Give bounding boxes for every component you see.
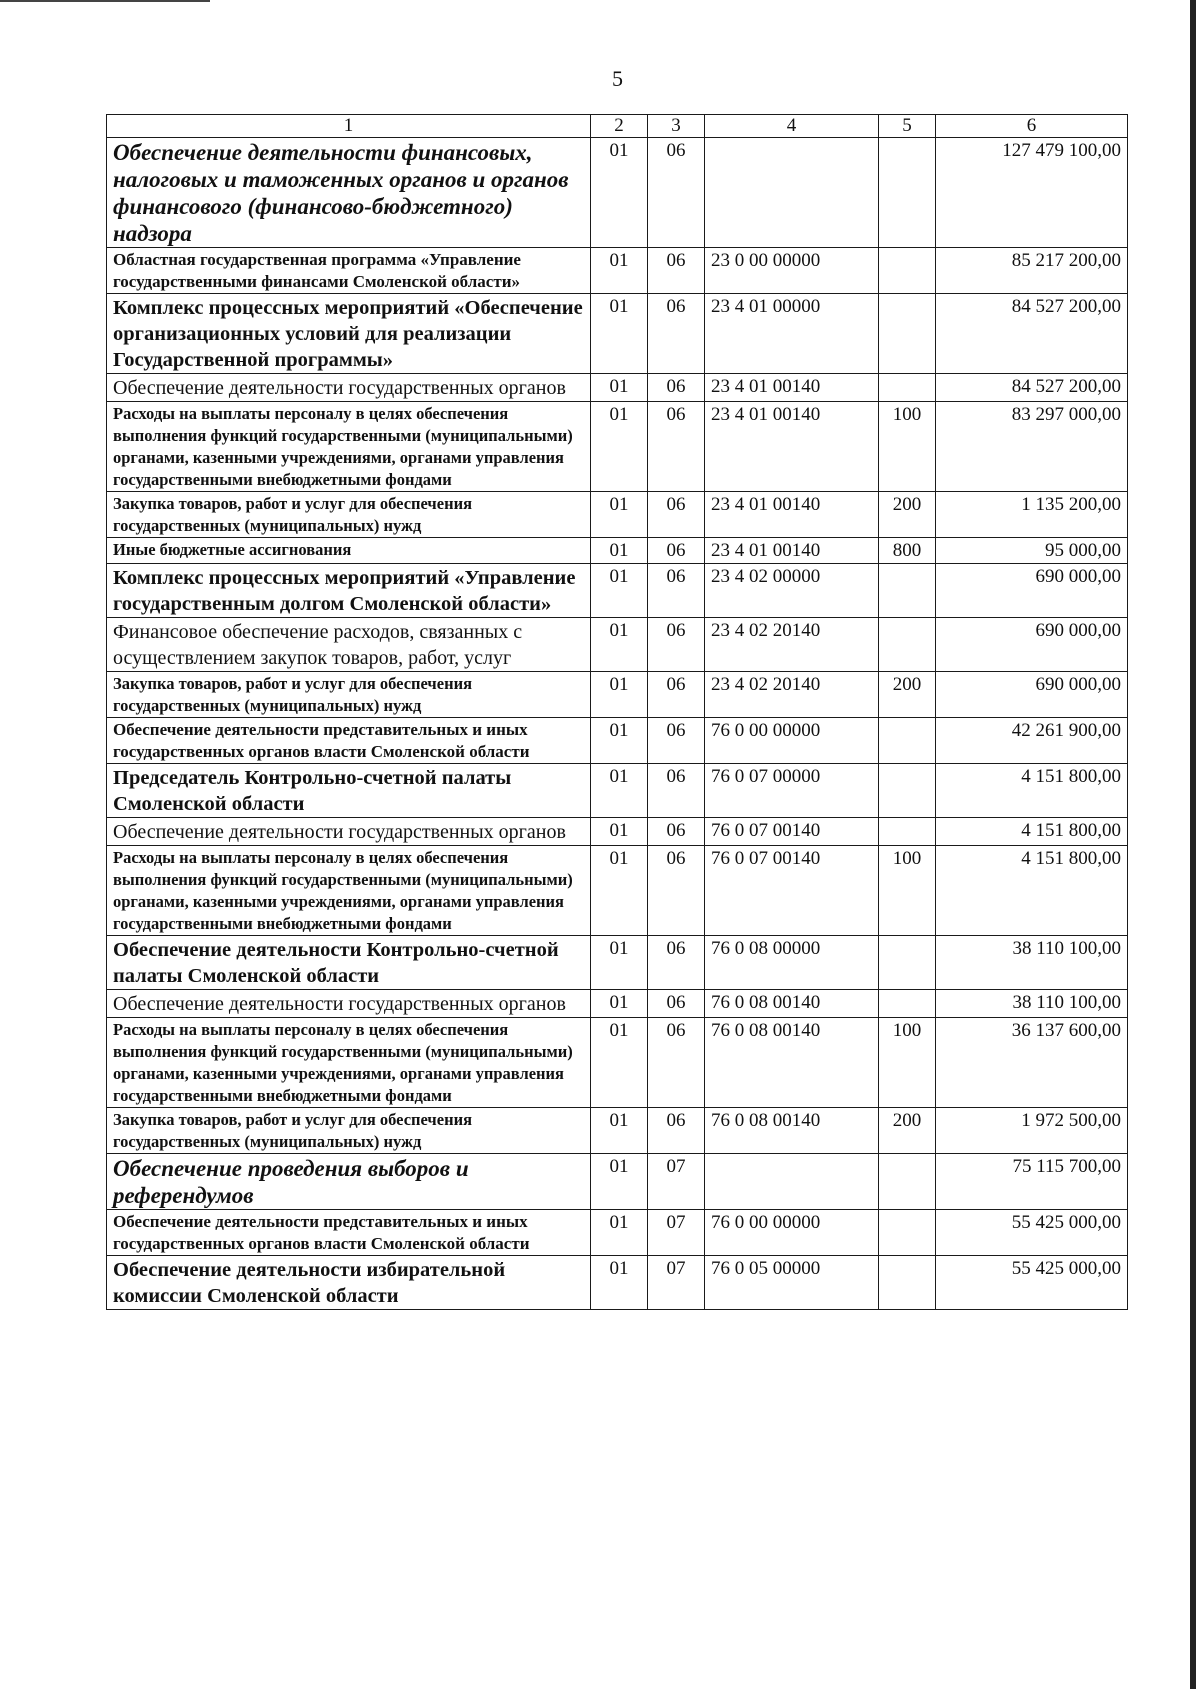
row-expense-type: 800 [879,538,936,564]
row-name: Обеспечение деятельности избирательной комиссии Смоленской области [107,1256,591,1310]
table-row [107,1154,1128,1210]
row-section-code: 01 [591,1018,648,1108]
row-subsection-code: 06 [648,818,705,846]
row-section-code: 01 [591,1210,648,1256]
table-row [107,818,1128,846]
row-subsection-code: 06 [648,402,705,492]
row-expense-type: 200 [879,492,936,538]
row-name: Закупка товаров, работ и услуг для обеспечения государственных (муниципальных) нужд [107,672,591,718]
row-target-article: 76 0 08 00140 [705,1108,879,1154]
table-row [107,138,1128,248]
row-target-article: 76 0 07 00140 [705,846,879,936]
row-amount: 95 000,00 [936,538,1128,564]
row-name: Финансовое обеспечение расходов, связанных с осуществлением закупок товаров, работ, услуг [107,618,591,672]
table-row [107,538,1128,564]
header-cell-4: 4 [705,115,879,138]
row-name: Расходы на выплаты персоналу в целях обеспечения выполнения функций государственными (муниципальными) органами, казенными учреждениями, органами управления государственными внебюджетными фондами [107,402,591,492]
row-target-article: 76 0 08 00140 [705,990,879,1018]
row-subsection-code: 06 [648,492,705,538]
row-subsection-code: 06 [648,764,705,818]
row-subsection-code: 07 [648,1256,705,1310]
row-name: Обеспечение деятельности Контрольно-счетной палаты Смоленской области [107,936,591,990]
row-expense-type [879,248,936,294]
page-number: 5 [612,66,623,91]
row-section-code: 01 [591,492,648,538]
row-amount: 127 479 100,00 [936,138,1128,248]
row-expense-type [879,936,936,990]
row-name: Областная государственная программа «Управление государственными финансами Смоленской области» [107,248,591,294]
table-row [107,718,1128,764]
row-subsection-code: 06 [648,936,705,990]
table-row [107,402,1128,492]
row-amount: 4 151 800,00 [936,818,1128,846]
scan-edge-right [1190,0,1196,1689]
row-amount: 83 297 000,00 [936,402,1128,492]
row-amount: 84 527 200,00 [936,374,1128,402]
row-section-code: 01 [591,818,648,846]
row-name: Комплекс процессных мероприятий «Управление государственным долгом Смоленской области» [107,564,591,618]
budget-table [106,114,1128,1310]
table-row [107,936,1128,990]
table-row [107,618,1128,672]
row-target-article: 23 4 02 20140 [705,672,879,718]
row-expense-type: 100 [879,846,936,936]
row-section-code: 01 [591,764,648,818]
header-cell-2: 2 [591,115,648,138]
row-amount: 4 151 800,00 [936,846,1128,936]
row-subsection-code: 06 [648,718,705,764]
header-cell-5: 5 [879,115,936,138]
row-target-article: 23 4 01 00140 [705,538,879,564]
row-target-article: 76 0 08 00000 [705,936,879,990]
row-amount: 690 000,00 [936,672,1128,718]
row-amount: 36 137 600,00 [936,1018,1128,1108]
row-target-article [705,1154,879,1210]
row-expense-type [879,138,936,248]
table-row [107,374,1128,402]
row-section-code: 01 [591,672,648,718]
row-target-article: 23 4 02 20140 [705,618,879,672]
table-body [107,115,1128,1310]
row-target-article: 23 4 01 00000 [705,294,879,374]
table-row [107,1210,1128,1256]
row-expense-type [879,564,936,618]
row-amount: 55 425 000,00 [936,1256,1128,1310]
table-row [107,764,1128,818]
row-amount: 690 000,00 [936,618,1128,672]
table-row [107,846,1128,936]
table-row [107,672,1128,718]
row-section-code: 01 [591,564,648,618]
row-target-article: 76 0 07 00000 [705,764,879,818]
table-row [107,492,1128,538]
row-name: Обеспечение деятельности представительных и иных государственных органов власти Смоленской области [107,1210,591,1256]
row-section-code: 01 [591,618,648,672]
row-amount: 75 115 700,00 [936,1154,1128,1210]
row-subsection-code: 06 [648,672,705,718]
row-name: Обеспечение деятельности представительных и иных государственных органов власти Смоленской области [107,718,591,764]
row-section-code: 01 [591,846,648,936]
table-row [107,248,1128,294]
header-cell-3: 3 [648,115,705,138]
row-expense-type [879,294,936,374]
row-name: Обеспечение деятельности государственных органов [107,818,591,846]
row-target-article: 76 0 07 00140 [705,818,879,846]
table-row [107,294,1128,374]
row-expense-type: 100 [879,1018,936,1108]
row-name: Расходы на выплаты персоналу в целях обеспечения выполнения функций государственными (муниципальными) органами, казенными учреждениями, органами управления государственными внебюджетными фондами [107,846,591,936]
row-target-article: 23 4 01 00140 [705,374,879,402]
row-section-code: 01 [591,138,648,248]
row-name: Обеспечение деятельности финансовых, налоговых и таможенных органов и органов финансового (финансово-бюджетного) надзора [107,138,591,248]
row-subsection-code: 06 [648,1108,705,1154]
row-subsection-code: 07 [648,1154,705,1210]
row-section-code: 01 [591,936,648,990]
row-expense-type: 100 [879,402,936,492]
row-amount: 84 527 200,00 [936,294,1128,374]
row-expense-type [879,1256,936,1310]
row-amount: 690 000,00 [936,564,1128,618]
row-section-code: 01 [591,1108,648,1154]
row-section-code: 01 [591,990,648,1018]
row-section-code: 01 [591,1256,648,1310]
row-expense-type [879,764,936,818]
row-target-article: 23 4 01 00140 [705,492,879,538]
row-subsection-code: 06 [648,1018,705,1108]
row-subsection-code: 06 [648,564,705,618]
row-target-article: 23 0 00 00000 [705,248,879,294]
scan-edge-top [0,0,210,2]
row-target-article: 76 0 00 00000 [705,1210,879,1256]
row-expense-type [879,1210,936,1256]
row-expense-type [879,1154,936,1210]
header-cell-6: 6 [936,115,1128,138]
table-row [107,1018,1128,1108]
row-expense-type: 200 [879,1108,936,1154]
row-section-code: 01 [591,1154,648,1210]
row-amount: 85 217 200,00 [936,248,1128,294]
row-name: Комплекс процессных мероприятий «Обеспечение организационных условий для реализации Государственной программы» [107,294,591,374]
row-amount: 38 110 100,00 [936,936,1128,990]
row-subsection-code: 06 [648,990,705,1018]
row-section-code: 01 [591,718,648,764]
row-expense-type [879,718,936,764]
row-name: Обеспечение деятельности государственных органов [107,990,591,1018]
row-name: Расходы на выплаты персоналу в целях обеспечения выполнения функций государственными (муниципальными) органами, казенными учреждениями, органами управления государственными внебюджетными фондами [107,1018,591,1108]
row-target-article: 76 0 00 00000 [705,718,879,764]
row-name: Председатель Контрольно-счетной палаты Смоленской области [107,764,591,818]
table-row [107,1256,1128,1310]
row-expense-type: 200 [879,672,936,718]
row-expense-type [879,618,936,672]
row-section-code: 01 [591,538,648,564]
row-name: Иные бюджетные ассигнования [107,538,591,564]
row-subsection-code: 06 [648,846,705,936]
row-section-code: 01 [591,294,648,374]
row-amount: 1 972 500,00 [936,1108,1128,1154]
row-amount: 4 151 800,00 [936,764,1128,818]
row-target-article: 76 0 05 00000 [705,1256,879,1310]
row-amount: 42 261 900,00 [936,718,1128,764]
row-subsection-code: 06 [648,374,705,402]
row-amount: 38 110 100,00 [936,990,1128,1018]
row-expense-type [879,818,936,846]
row-expense-type [879,990,936,1018]
row-target-article: 23 4 01 00140 [705,402,879,492]
row-section-code: 01 [591,402,648,492]
row-name: Закупка товаров, работ и услуг для обеспечения государственных (муниципальных) нужд [107,492,591,538]
row-subsection-code: 07 [648,1210,705,1256]
row-subsection-code: 06 [648,294,705,374]
row-expense-type [879,374,936,402]
row-name: Обеспечение проведения выборов и референдумов [107,1154,591,1210]
row-target-article [705,138,879,248]
header-row [107,115,1128,138]
row-subsection-code: 06 [648,248,705,294]
row-amount: 1 135 200,00 [936,492,1128,538]
table-row [107,990,1128,1018]
table-row [107,1108,1128,1154]
header-cell-1: 1 [107,115,591,138]
row-target-article: 23 4 02 00000 [705,564,879,618]
row-target-article: 76 0 08 00140 [705,1018,879,1108]
row-subsection-code: 06 [648,618,705,672]
table-row [107,564,1128,618]
row-amount: 55 425 000,00 [936,1210,1128,1256]
row-name: Закупка товаров, работ и услуг для обеспечения государственных (муниципальных) нужд [107,1108,591,1154]
row-subsection-code: 06 [648,538,705,564]
row-section-code: 01 [591,248,648,294]
row-name: Обеспечение деятельности государственных органов [107,374,591,402]
row-subsection-code: 06 [648,138,705,248]
row-section-code: 01 [591,374,648,402]
